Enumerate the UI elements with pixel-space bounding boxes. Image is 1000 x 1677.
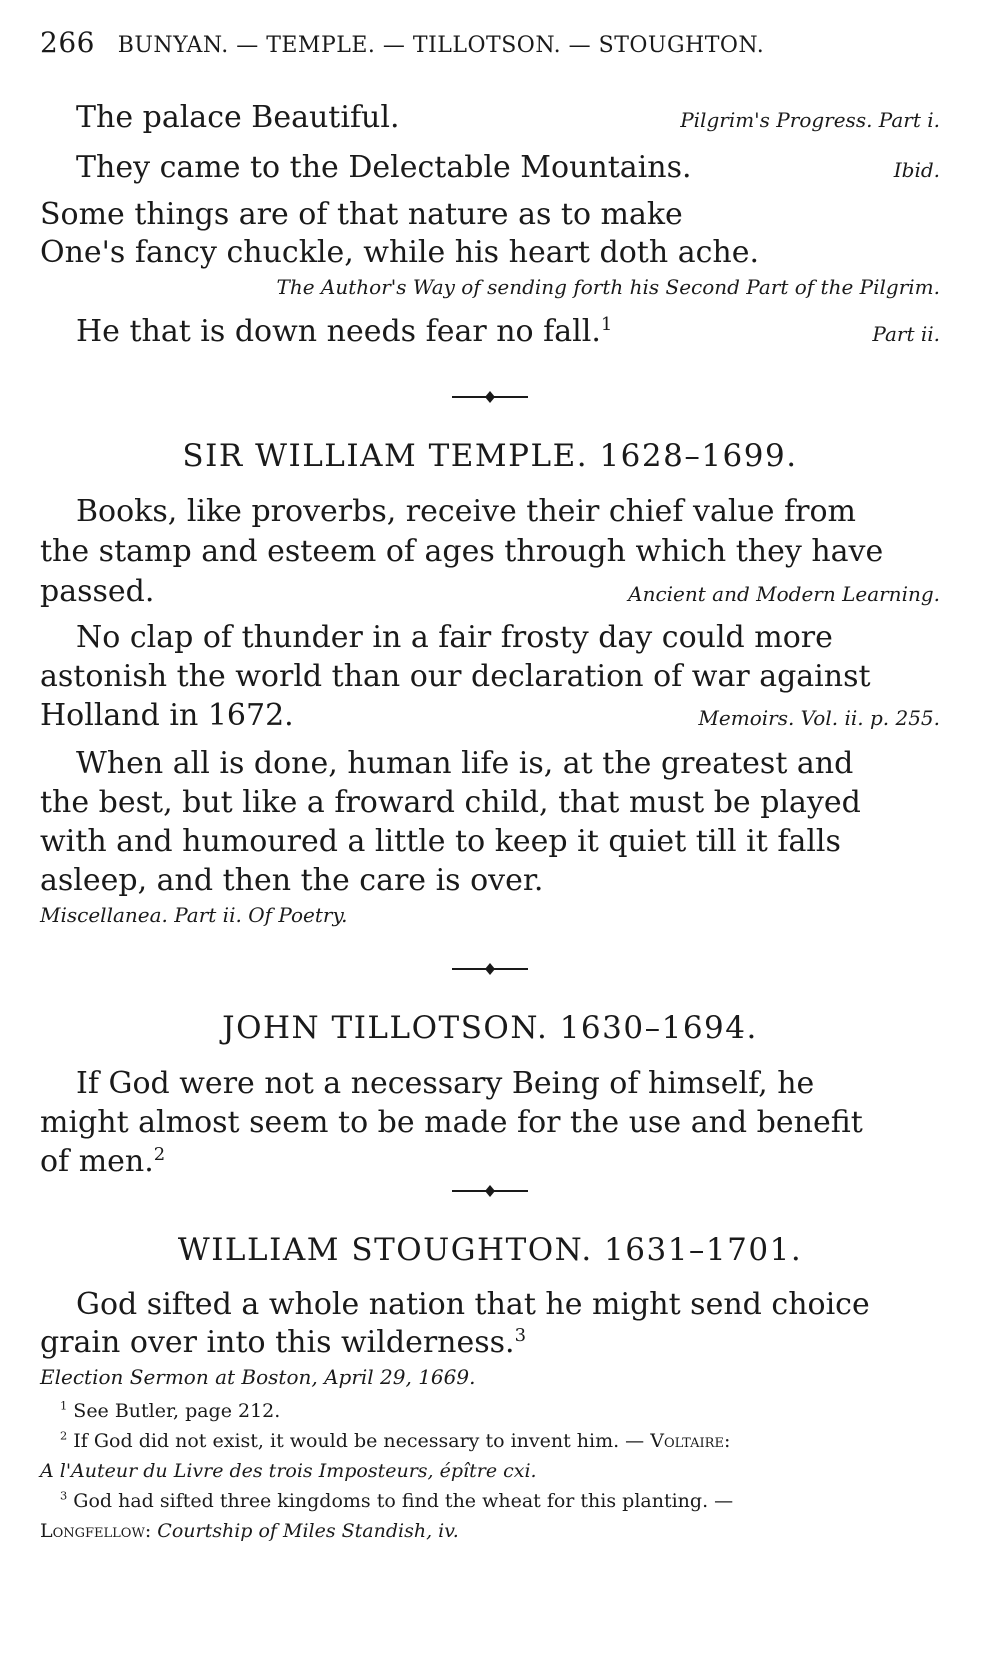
quote-line: If God were not a necessary Being of himself, he xyxy=(76,1066,815,1101)
quote-line: grain over into this wilderness. xyxy=(40,1325,515,1360)
quote-citation: Memoirs. Vol. ii. p. 255. xyxy=(698,706,940,730)
quote-text: The palace Beautiful. xyxy=(76,100,400,135)
quote-citation: Ibid. xyxy=(893,158,940,182)
quote-line: asleep, and then the care is over. xyxy=(40,863,544,898)
quote-line: might almost seem to be made for the use and benefit xyxy=(40,1105,863,1140)
quote-text: He that is down needs fear no fall. xyxy=(76,314,601,349)
footnote-source: Courtship of Miles Standish, iv. xyxy=(157,1520,459,1542)
footnote-marker: 3 xyxy=(514,1325,527,1346)
footnote-source: A l'Auteur du Livre des trois Imposteurs, épître cxi. xyxy=(40,1460,537,1482)
footnote-1 xyxy=(40,1396,940,1426)
quote-line: of men. xyxy=(40,1144,154,1179)
footnote-mark: 2 xyxy=(60,1428,68,1443)
running-title: BUNYAN. — TEMPLE. — TILLOTSON. — STOUGHTON. xyxy=(117,33,765,58)
quote-line: the stamp and esteem of ages through which they have xyxy=(40,534,884,569)
footnote-author: Voltaire: xyxy=(650,1430,731,1452)
verse-line: One's fancy chuckle, while his heart doth ache. xyxy=(40,235,759,270)
book-page xyxy=(40,0,940,1677)
quote-line: the best, but like a froward child, that must be played xyxy=(40,785,861,820)
quote-citation: Miscellanea. Part ii. Of Poetry. xyxy=(40,903,348,927)
footnote-text: See Butler, page 212. xyxy=(73,1400,281,1422)
verse-line: Some things are of that nature as to make xyxy=(40,197,683,232)
quote-line: God sifted a whole nation that he might send choice xyxy=(76,1287,870,1322)
page-header xyxy=(40,26,940,59)
quote-down-needs-fear xyxy=(40,312,940,354)
quote-necessary-being xyxy=(40,1064,940,1181)
quote-line: Books, like proverbs, receive their chief value from xyxy=(76,494,856,529)
footnote-3 xyxy=(40,1486,940,1516)
quote-delectable-mountains xyxy=(40,148,940,190)
section-title-tillotson: JOHN TILLOTSON. 1630–1694. xyxy=(222,1010,758,1046)
footnote-marker: 1 xyxy=(600,314,613,335)
footnote-text: If God did not exist, it would be necessary to invent him. — xyxy=(73,1430,645,1452)
page-number: 266 xyxy=(40,26,95,59)
quote-line: with and humoured a little to keep it quiet till it falls xyxy=(40,824,841,859)
footnote-mark: 3 xyxy=(60,1488,68,1503)
quote-clap-of-thunder xyxy=(40,618,940,738)
quote-citation: Pilgrim's Progress. Part i. xyxy=(680,108,940,132)
quote-text: They came to the Delectable Mountains. xyxy=(76,150,692,185)
footnote-text: God had sifted three kingdoms to find the wheat for this planting. — xyxy=(73,1490,734,1512)
section-ornament-icon xyxy=(450,1184,530,1198)
quote-line: Holland in 1672. xyxy=(40,698,294,733)
section-ornament-icon xyxy=(450,390,530,404)
quote-citation: The Author's Way of sending forth his Second Part of the Pilgrim. xyxy=(276,275,940,299)
quote-human-life xyxy=(40,744,940,930)
footnote-author: Longfellow: xyxy=(40,1520,152,1542)
quote-fancy-chuckle xyxy=(40,196,940,302)
footnote-2 xyxy=(40,1426,940,1456)
footnote-3-continuation xyxy=(40,1516,940,1546)
quote-line: astonish the world than our declaration of war against xyxy=(40,659,871,694)
quote-citation: Part ii. xyxy=(872,322,940,346)
section-ornament-icon xyxy=(450,962,530,976)
quote-palace-beautiful xyxy=(40,98,940,140)
section-title-stoughton: WILLIAM STOUGHTON. 1631–1701. xyxy=(177,1232,803,1268)
quote-books-like-proverbs xyxy=(40,492,940,614)
footnote-marker: 2 xyxy=(153,1144,166,1165)
quote-citation: Ancient and Modern Learning. xyxy=(628,582,940,606)
quote-line: When all is done, human life is, at the greatest and xyxy=(76,746,854,781)
quote-line: passed. xyxy=(40,574,155,609)
section-title-temple: SIR WILLIAM TEMPLE. 1628–1699. xyxy=(182,438,798,474)
footnotes xyxy=(40,1396,940,1546)
footnote-mark: 1 xyxy=(60,1398,68,1413)
quote-god-sifted xyxy=(40,1286,940,1392)
quote-line: No clap of thunder in a fair frosty day could more xyxy=(76,620,833,655)
quote-citation: Election Sermon at Boston, April 29, 1669. xyxy=(40,1365,476,1389)
